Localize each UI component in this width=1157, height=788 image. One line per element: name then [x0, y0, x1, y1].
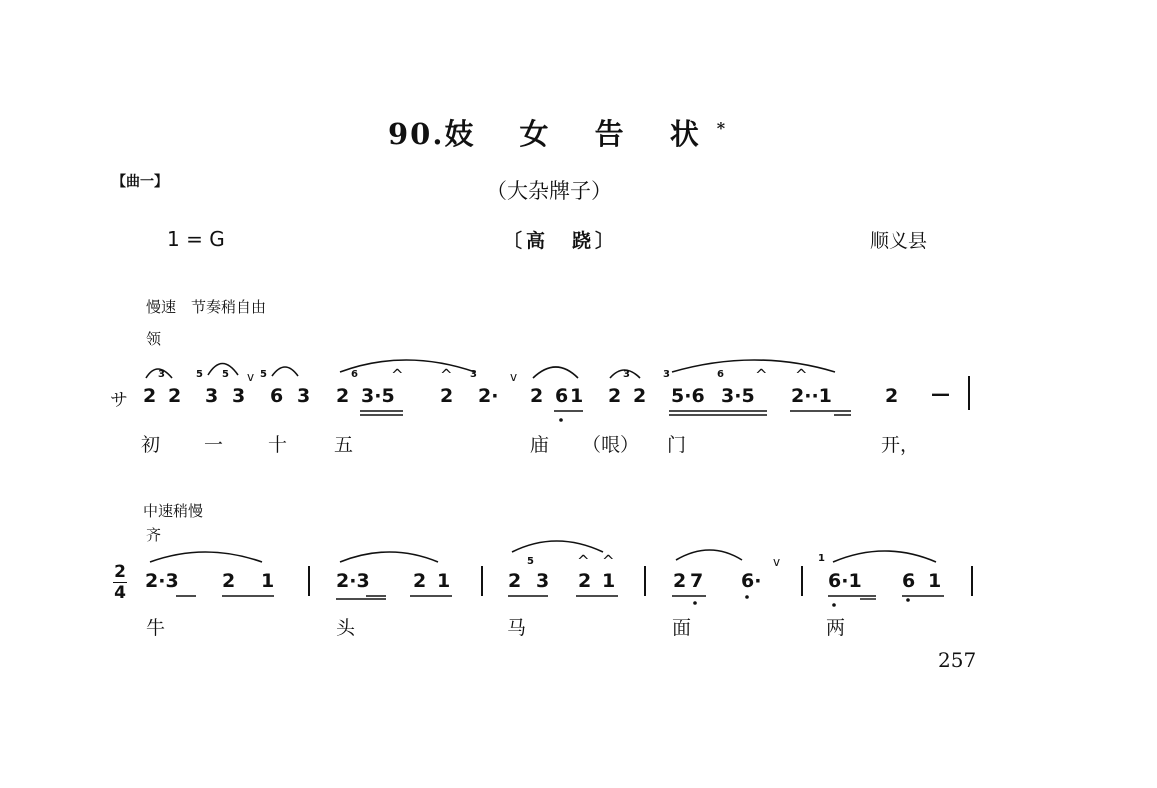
title-number: 90. [388, 117, 445, 151]
note: 1 [602, 570, 616, 592]
lead-marking-1: 领 [146, 330, 162, 348]
lyric: 牛 [146, 617, 166, 639]
note: 3·5 [361, 385, 395, 407]
grace-note: 3 [663, 369, 670, 380]
note: 2 [143, 385, 157, 407]
grace-note: 6 [351, 369, 358, 380]
lyric: 一 [204, 434, 224, 456]
lyric: （哏） [582, 434, 640, 456]
region: 顺义县 [870, 230, 928, 252]
tempo-marking-1: 慢速 节奏稍自由 [146, 298, 267, 316]
breath-mark: v [773, 555, 781, 569]
tempo-marking-2: 中速稍慢 [143, 502, 204, 520]
accent-mark: ^ [795, 366, 808, 384]
lyric: 门 [667, 434, 687, 456]
grace-note: 5 [527, 556, 534, 567]
lyric: 十 [268, 434, 288, 456]
title-text: 妓 女 告 状 [444, 117, 717, 151]
grace-note: 1 [818, 553, 825, 564]
note: 2 [608, 385, 622, 407]
accent-mark: ^ [391, 366, 404, 384]
note: 5·6 [671, 385, 705, 407]
grace-note: 6 [717, 369, 724, 380]
lyric: 头 [336, 617, 356, 639]
note: — [931, 383, 950, 405]
note: 3 [536, 570, 550, 592]
note: 2 [578, 570, 592, 592]
note: 2··1 [791, 385, 832, 407]
note: 2 [222, 570, 236, 592]
grace-note: 3 [623, 369, 630, 380]
title-note: * [716, 118, 728, 138]
subtitle: （大杂牌子） [486, 179, 612, 203]
note: 2 [885, 385, 899, 407]
note: 3 [297, 385, 311, 407]
note: 1 [261, 570, 275, 592]
accent-mark: ^ [755, 366, 768, 384]
note: 3 [205, 385, 219, 407]
note: 2 [508, 570, 522, 592]
note: 2 [168, 385, 182, 407]
section-label: 【曲一】 [112, 174, 168, 190]
grace-note: 5 [222, 369, 229, 380]
note: 2· [478, 385, 499, 407]
lyric: 开， [881, 434, 920, 456]
lyric: 两 [826, 617, 846, 639]
grace-note: 5 [260, 369, 267, 380]
note: 2·3 [336, 570, 370, 592]
note: 2 [440, 385, 454, 407]
note: 7 [690, 570, 704, 592]
note: 3·5 [721, 385, 755, 407]
breath-mark: v [510, 370, 518, 384]
page-number: 257 [938, 648, 977, 672]
lyric: 五 [334, 434, 354, 456]
note: 2 [633, 385, 647, 407]
time-signature-bottom: 4 [114, 583, 126, 603]
note: 2 [530, 385, 544, 407]
grace-note: 3 [158, 369, 165, 380]
lyric: 庙 [530, 434, 550, 456]
note: 2 [336, 385, 350, 407]
note: 6·1 [828, 570, 862, 592]
lyric: 面 [672, 617, 692, 639]
accent-mark: ^ [577, 552, 590, 570]
lyric: 初 [141, 434, 161, 456]
lyric: 马 [507, 617, 527, 639]
time-signature-top: 2 [114, 562, 126, 582]
note: 6 [902, 570, 916, 592]
note: 1 [928, 570, 942, 592]
grace-note: 5 [196, 369, 203, 380]
note: 1 [570, 385, 584, 407]
note: 6 [270, 385, 284, 407]
note: 2 [673, 570, 687, 592]
grace-note: 3 [470, 369, 477, 380]
accent-mark: ^ [602, 552, 615, 570]
key-signature: 1 = G [167, 227, 225, 251]
accent-mark: ^ [440, 366, 453, 384]
breath-mark: v [247, 370, 255, 384]
note: 2·3 [145, 570, 179, 592]
note: 3 [232, 385, 246, 407]
note: 6· [741, 570, 762, 592]
note: 6 [555, 385, 569, 407]
performance-mode: 〔高 跷〕 [503, 230, 619, 252]
free-tempo-symbol: サ [110, 390, 128, 411]
note: 2 [413, 570, 427, 592]
note: 1 [437, 570, 451, 592]
lead-marking-2: 齐 [146, 526, 162, 544]
